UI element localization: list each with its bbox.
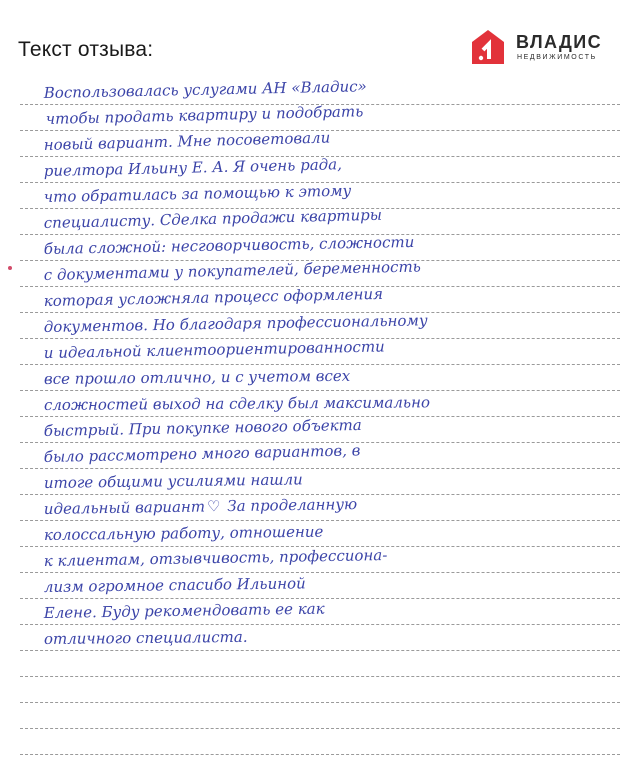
ruled-line (20, 390, 620, 391)
review-line: и идеальной клиентоориентированности (43, 337, 385, 362)
review-line: Воспользовалась услугами АН «Владис» (43, 77, 367, 102)
ruled-line (20, 754, 620, 755)
heart-icon: ♡ (206, 497, 221, 516)
review-line: что обратилась за помощью к этому (43, 181, 352, 206)
ruled-line (20, 728, 620, 729)
review-line-text: идеальный вариант (43, 497, 206, 518)
vladis-logo (470, 28, 615, 66)
review-line: специалисту. Сделка продажи квартиры (43, 205, 383, 232)
review-line: Елене. Буду рекомендовать ее как (43, 599, 325, 622)
review-line (44, 495, 358, 518)
review-line: итоге общими усилиями нашли (43, 470, 303, 492)
review-line: было рассмотрено много вариантов, в (43, 441, 361, 466)
review-line: быстрый. При покупке нового объекта (43, 415, 362, 440)
review-line: была сложной: несговорчивость, сложности (43, 232, 415, 258)
review-line: риелтора Ильину Е. А. Я очень рада, (43, 155, 343, 180)
logo-name: ВЛАДИС (516, 32, 603, 52)
ruled-line (20, 676, 620, 677)
review-line: отличного специалиста. (43, 627, 248, 648)
review-line: колоссальную работу, отношение (43, 522, 324, 544)
ruled-line (20, 468, 620, 469)
logo-subtitle: НЕДВИЖИМОСТЬ (517, 54, 597, 61)
review-line: с документами у покупателей, беременность (43, 257, 422, 284)
review-line: к клиентам, отзывчивость, профессиона- (43, 546, 388, 570)
ink-dot (8, 266, 12, 270)
ruled-line (20, 702, 620, 703)
house-logo-icon (470, 28, 506, 66)
ruled-line (20, 572, 620, 573)
review-line: новый вариант. Мне посоветовали (43, 128, 331, 154)
review-line: сложностей выход на сделку был максимально (43, 393, 431, 414)
page-title: Текст отзыва: (18, 38, 154, 61)
review-line: чтобы продать квартиру и подобрать (45, 102, 364, 128)
review-line: которая усложняла процесс оформления (43, 284, 384, 310)
review-line: все прошло отлично, и с учетом всех (43, 366, 351, 388)
ruled-line (20, 520, 620, 521)
review-line-tail: За проделанную (227, 495, 358, 516)
review-line: лизм огромное спасибо Ильиной (43, 574, 306, 596)
review-line: документов. Но благодаря профессиональному (43, 311, 428, 336)
ruled-line (20, 650, 620, 651)
ruled-line (20, 624, 620, 625)
ruled-line (20, 364, 620, 365)
